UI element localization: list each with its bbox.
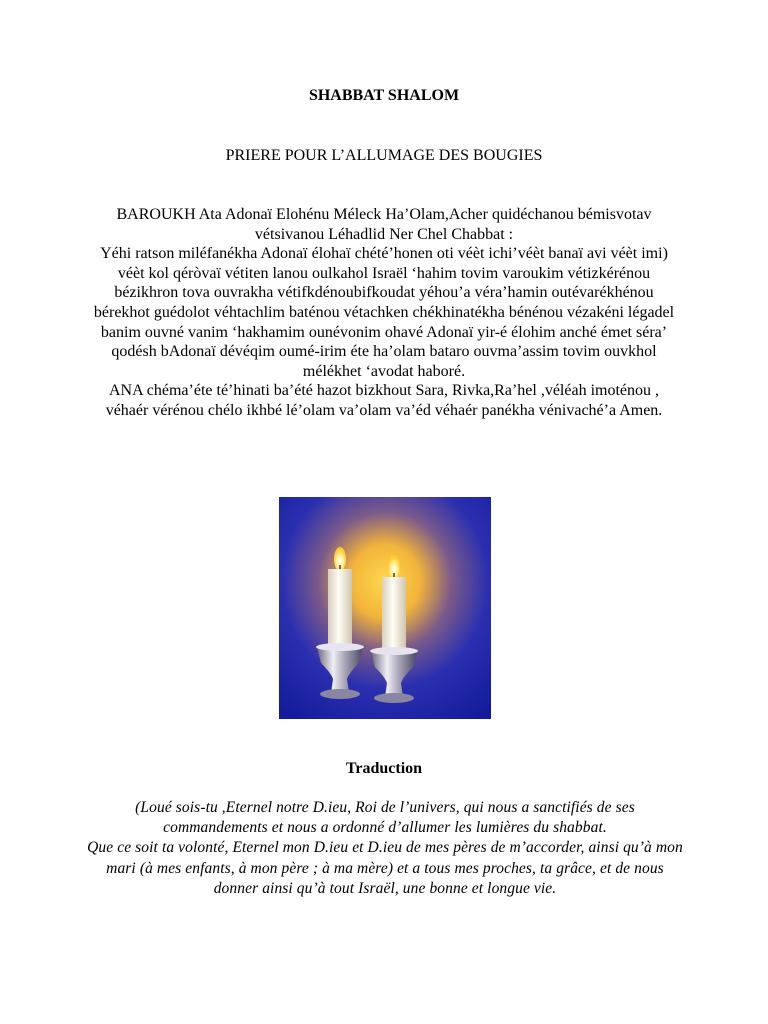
shabbat-candles-image [279, 497, 491, 719]
translation-heading: Traduction [345, 760, 423, 777]
shabbat-candles-icon [279, 497, 491, 719]
translation-paragraph-request: Que ce soit ta volonté, Eternel mon D.ieu et D.ieu de mes pères de m’accorder, ainsi qu’à mon mari (à mes enfants, à mon père ; à ma mère) et a tous mes proches, ta grâce, et de nous donner ainsi qu’à tout Israël, une bonne et longue vie. [87, 839, 683, 897]
translation-paragraph-blessing: (Loué sois-tu ,Eternel notre D.ieu, Roi de l’univers, qui nous a sanctifiés de ses commandements et nous a ordonné d’allumer les lumières du shabbat. [135, 799, 635, 837]
prayer-paragraph-ana: ANA chéma’éte té’hinati ba’été hazot bizkhout Sara, Rivka,Ra’hel ,véléah imoténou , véhaér vérénou chélo ikhbé lé’olam va’olam va’éd véhaér panékha vénivaché’a Amen. [105, 382, 663, 419]
page-subtitle: PRIERE POUR L’ALLUMAGE DES BOUGIES [225, 147, 543, 164]
translation-text [86, 798, 684, 899]
prayer-paragraph-request: Yéhi ratson miléfanékha Adonaï élohaï chété’honen oti véèt ichi’véèt banaï avi véèt imi) véèt kol qéròvaï vétiten lanou oulkahol Israël ‘hahim tovim varoukim vétizkérénou bézikhron tova ouvrakha vétifkdénoubifkoudat yéhou’a véra’hamin outévarékhénou bérekhot guédolot véhtachlim baténou vétachken chékhinatékha bénénou vézakéni légadel banim ouvné vanim ‘hakhamim ounévonim ohavé Adonaï yir-é élohim anché émet séra’ qodésh bAdonaï dévéqim oumé-irim éte ha’olam bataro ouvma’assim tovim ouvkhol mélékhet ‘avodat haboré. [93, 245, 675, 380]
prayer-text [88, 205, 680, 421]
page-title: SHABBAT SHALOM [308, 87, 460, 104]
prayer-paragraph-blessing: BAROUKH Ata Adonaï Elohénu Méleck Ha’Olam,Acher quidéchanou bémisvotav vétsivanou Léhadlid Ner Chel Chabbat : [116, 206, 652, 243]
